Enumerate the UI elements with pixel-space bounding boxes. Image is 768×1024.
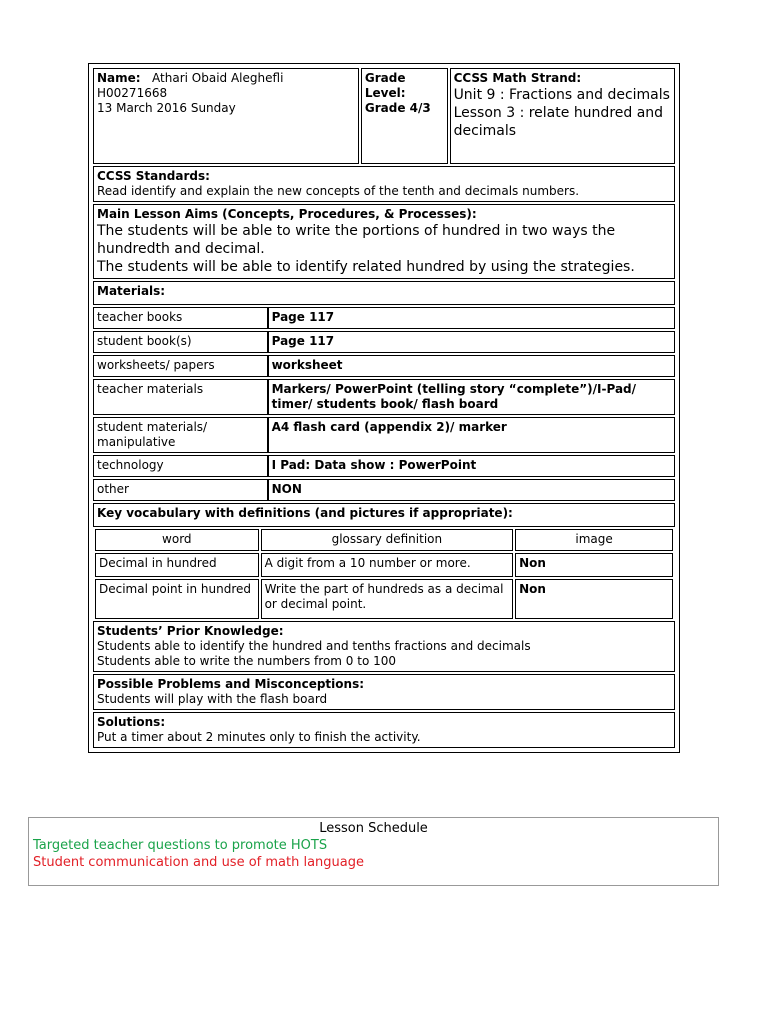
materials-row <box>93 455 675 477</box>
material-key: teacher materials <box>93 379 268 415</box>
aims-line-2: The students will be able to identify related hundred by using the strategies. <box>97 259 635 275</box>
material-key: technology <box>93 455 268 477</box>
name-label: Name: <box>97 71 141 85</box>
vocab-header-definition: glossary definition <box>261 529 514 551</box>
standards-label: CCSS Standards: <box>97 169 210 183</box>
aims-line-1: The students will be able to write the portions of hundred in two ways the hundredth and decimal. <box>97 223 616 257</box>
material-value: worksheet <box>268 355 675 377</box>
vocab-word: Decimal in hundred <box>95 553 259 577</box>
material-key: student book(s) <box>93 331 268 353</box>
grade-label-2: Level: <box>364 86 406 100</box>
grade-value: Grade 4/3 <box>364 101 431 115</box>
vocab-definition: Write the part of hundreds as a decimal or decimal point. <box>261 579 514 619</box>
lesson-schedule-box <box>28 817 719 886</box>
name-cell <box>93 68 359 164</box>
problems-label: Possible Problems and Misconceptions: <box>97 677 365 691</box>
problems-cell <box>93 674 675 710</box>
solutions-cell <box>93 712 675 748</box>
material-value: Page 117 <box>268 307 675 329</box>
vocabulary-row <box>95 553 673 577</box>
vocabulary-label: Key vocabulary with definitions (and pictures if appropriate): <box>93 503 675 527</box>
material-key: worksheets/ papers <box>93 355 268 377</box>
aims-label: Main Lesson Aims (Concepts, Procedures, & Processes): <box>97 207 477 221</box>
solutions-text: Put a timer about 2 minutes only to finish the activity. <box>97 730 421 744</box>
aims-cell <box>93 204 675 279</box>
grade-label-1: Grade <box>364 71 406 85</box>
vocabulary-block <box>93 529 675 619</box>
materials-row <box>93 355 675 377</box>
material-value: I Pad: Data show : PowerPoint <box>268 455 675 477</box>
vocab-word: Decimal point in hundred <box>95 579 259 619</box>
materials-table <box>93 305 675 503</box>
teacher-name: Athari Obaid Aleghefli <box>152 71 284 85</box>
schedule-title: Lesson Schedule <box>319 821 428 836</box>
vocabulary-table <box>93 527 675 621</box>
material-key: other <box>93 479 268 501</box>
strand-unit: Unit 9 : Fractions and decimals <box>453 87 670 103</box>
material-value: Page 117 <box>268 331 675 353</box>
material-key: student materials/ manipulative <box>93 417 268 453</box>
vocab-header-word: word <box>95 529 259 551</box>
standards-text: Read identify and explain the new concepts of the tenth and decimals numbers. <box>97 184 580 198</box>
material-key: teacher books <box>93 307 268 329</box>
prior-line-2: Students able to write the numbers from 0 to 100 <box>97 654 397 668</box>
solutions-label: Solutions: <box>97 715 166 729</box>
materials-row <box>93 379 675 415</box>
prior-line-1: Students able to identify the hundred and tenths fractions and decimals <box>97 639 531 653</box>
materials-block <box>93 307 675 501</box>
material-value: Markers/ PowerPoint (telling story “complete”)/I-Pad/ timer/ students book/ flash board <box>268 379 675 415</box>
lesson-plan-table <box>91 66 677 750</box>
prior-knowledge-cell <box>93 621 675 672</box>
materials-label: Materials: <box>93 281 675 305</box>
materials-row <box>93 307 675 329</box>
vocabulary-row <box>95 579 673 619</box>
schedule-math-language-line: Student communication and use of math language <box>33 855 364 870</box>
vocab-image: Non <box>515 579 673 619</box>
strand-lesson: Lesson 3 : relate hundred and decimals <box>453 105 664 139</box>
materials-row <box>93 331 675 353</box>
lesson-plan-frame <box>88 63 680 753</box>
lesson-date: 13 March 2016 Sunday <box>97 101 236 115</box>
student-id: H00271668 <box>97 86 168 100</box>
materials-row <box>93 479 675 501</box>
standards-cell <box>93 166 675 202</box>
vocab-header-image: image <box>515 529 673 551</box>
grade-cell <box>361 68 448 164</box>
prior-label: Students’ Prior Knowledge: <box>97 624 284 638</box>
strand-label: CCSS Math Strand: <box>453 71 582 85</box>
problems-text: Students will play with the flash board <box>97 692 328 706</box>
strand-cell <box>450 68 675 164</box>
materials-row <box>93 417 675 453</box>
material-value: NON <box>268 479 675 501</box>
vocab-definition: A digit from a 10 number or more. <box>261 553 514 577</box>
material-value: A4 flash card (appendix 2)/ marker <box>268 417 675 453</box>
vocab-image: Non <box>515 553 673 577</box>
vocabulary-header-row <box>95 529 673 551</box>
schedule-hots-line: Targeted teacher questions to promote HOTS <box>33 838 328 853</box>
